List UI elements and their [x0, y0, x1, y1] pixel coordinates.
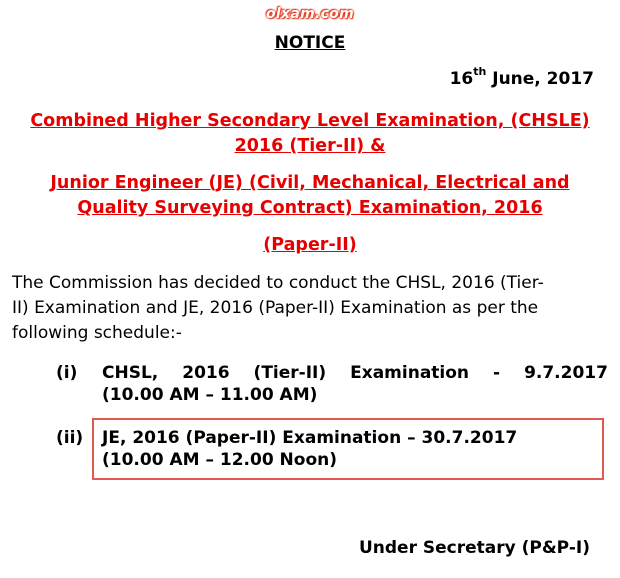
schedule-word: 2016 — [182, 363, 230, 383]
date-rest: June, 2017 — [486, 69, 594, 89]
intro-paragraph — [12, 271, 612, 346]
schedule-time: (10.00 AM – 12.00 Noon) — [102, 450, 338, 470]
schedule-word: - — [493, 363, 501, 383]
schedule-item-chsl — [56, 362, 608, 406]
schedule-word: Examination — [350, 363, 470, 383]
notice-date — [449, 65, 594, 89]
schedule-time: (10.00 AM – 11.00 AM) — [102, 385, 318, 405]
schedule-word: CHSL, — [102, 363, 159, 383]
heading-line: Quality Surveying Contract) Examination, 2016 — [77, 198, 543, 218]
heading-line: Junior Engineer (JE) (Civil, Mechanical, Electrical and — [50, 173, 570, 193]
notice-title: NOTICE — [274, 33, 346, 53]
schedule-number: (ii) — [56, 428, 84, 448]
schedule-line — [56, 427, 576, 449]
heading-line: (Paper-II) — [263, 235, 357, 255]
intro-line: following schedule:- — [12, 323, 182, 343]
date-suffix: th — [473, 65, 487, 79]
schedule-item-je — [56, 427, 576, 471]
schedule-title: JE, 2016 (Paper-II) Examination – 30.7.2017 — [102, 428, 518, 448]
schedule-number: (i) — [56, 363, 78, 383]
schedule-word: (Tier-II) — [253, 363, 327, 383]
schedule-title — [102, 362, 608, 384]
watermark-logo: olxam.com — [265, 6, 354, 22]
heading-line: 2016 (Tier-II) & — [234, 136, 386, 156]
schedule-word: 9.7.2017 — [524, 363, 608, 383]
date-day: 16 — [449, 69, 474, 89]
exam-heading-paper — [0, 233, 620, 258]
exam-heading-chsle — [0, 109, 620, 159]
exam-heading-je — [0, 171, 620, 221]
heading-line: Combined Higher Secondary Level Examination, (CHSLE) — [30, 111, 590, 131]
intro-line: II) Examination and JE, 2016 (Paper-II) Examination as per the — [12, 298, 539, 318]
signature: Under Secretary (P&P-I) — [358, 538, 590, 558]
schedule-line — [56, 362, 608, 384]
intro-line: The Commission has decided to conduct the CHSL, 2016 (Tier- — [12, 273, 544, 293]
